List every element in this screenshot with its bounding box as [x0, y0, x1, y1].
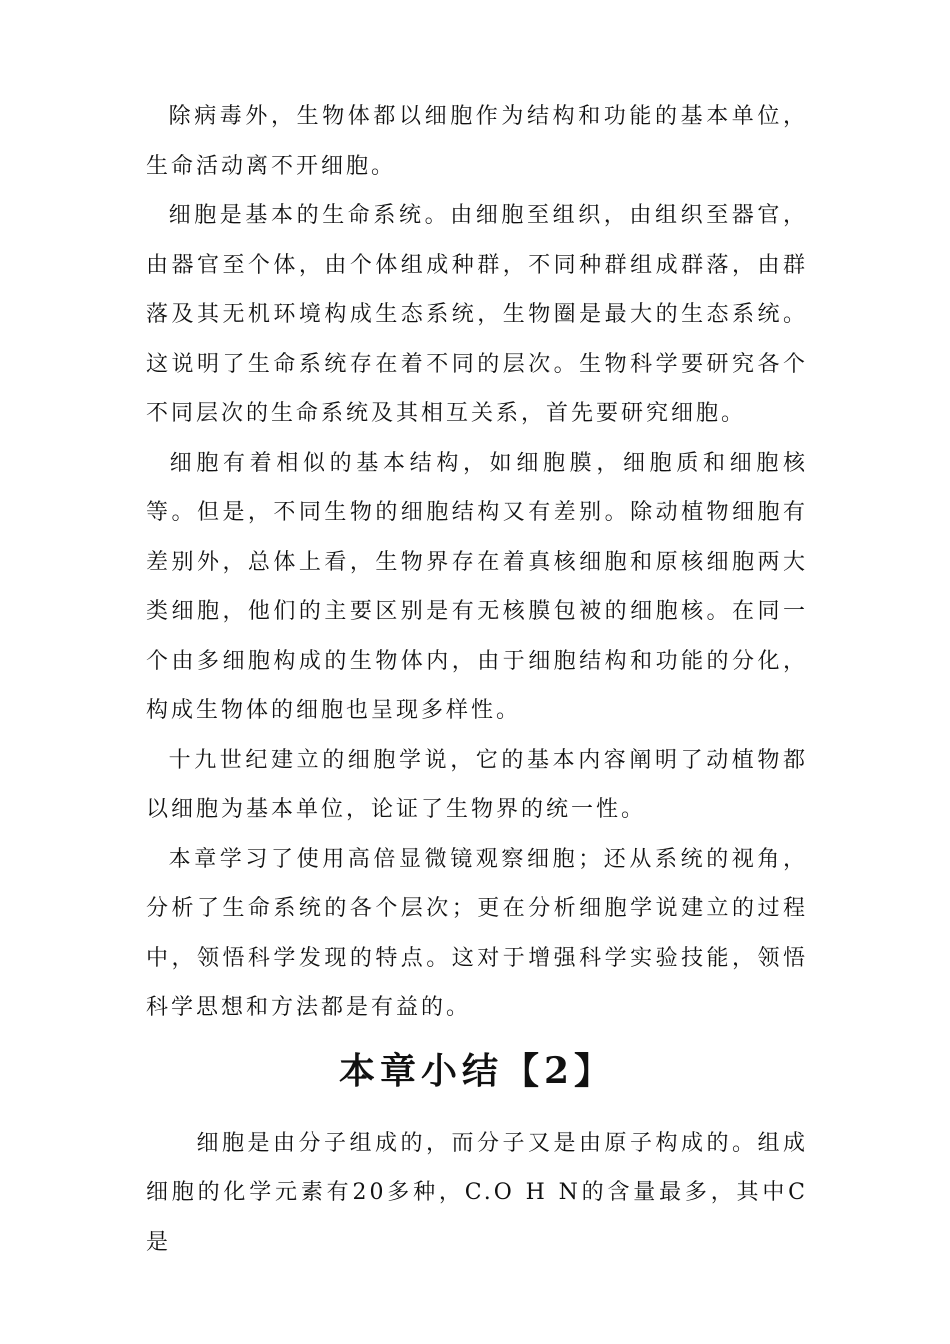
section-title: 本章小结【2】 [338, 1049, 616, 1092]
paragraph-2 [146, 191, 808, 439]
paragraph-4 [146, 736, 808, 835]
paragraph-text: 十九世纪建立的细胞学说，它的基本内容阐明了动植物都以细胞为基本单位，论证了生物界的统一性。 [146, 747, 808, 822]
paragraph-text: 细胞是基本的生命系统。由细胞至组织，由组织至器官，由器官至个体，由个体组成种群，不同种群组成群落，由群落及其无机环境构成生态系统，生物圈是最大的生态系统。这说明了生命系统存在着不同的层次。生物科学要研究各个不同层次的生命系统及其相互关系，首先要研究细胞。 [146, 203, 808, 426]
paragraph-6 [146, 1119, 808, 1268]
paragraph-5 [146, 835, 808, 1033]
paragraph-1 [146, 92, 808, 191]
paragraph-3 [146, 439, 808, 736]
document-body [146, 92, 808, 1267]
paragraph-text: 本章学习了使用高倍显微镜观察细胞；还从系统的视角，分析了生命系统的各个层次；更在分析细胞学说建立的过程中，领悟科学发现的特点。这对于增强科学实验技能，领悟科学思想和方法都是有益的。 [146, 846, 808, 1020]
paragraph-text: 细胞是由分子组成的，而分子又是由原子构成的。组成细胞的化学元素有20多种，C.O H N的含量最多，其中C是 [146, 1130, 808, 1255]
paragraph-text: 除病毒外，生物体都以细胞作为结构和功能的基本单位，生命活动离不开细胞。 [146, 104, 808, 179]
paragraph-text: 细胞有着相似的基本结构，如细胞膜，细胞质和细胞核等。但是，不同生物的细胞结构又有差别。除动植物细胞有差别外，总体上看，生物界存在着真核细胞和原核细胞两大类细胞，他们的主要区别是有无核膜包被的细胞核。在同一个由多细胞构成的生物体内，由于细胞结构和功能的分化，构成生物体的细胞也呈现多样性。 [146, 450, 808, 723]
